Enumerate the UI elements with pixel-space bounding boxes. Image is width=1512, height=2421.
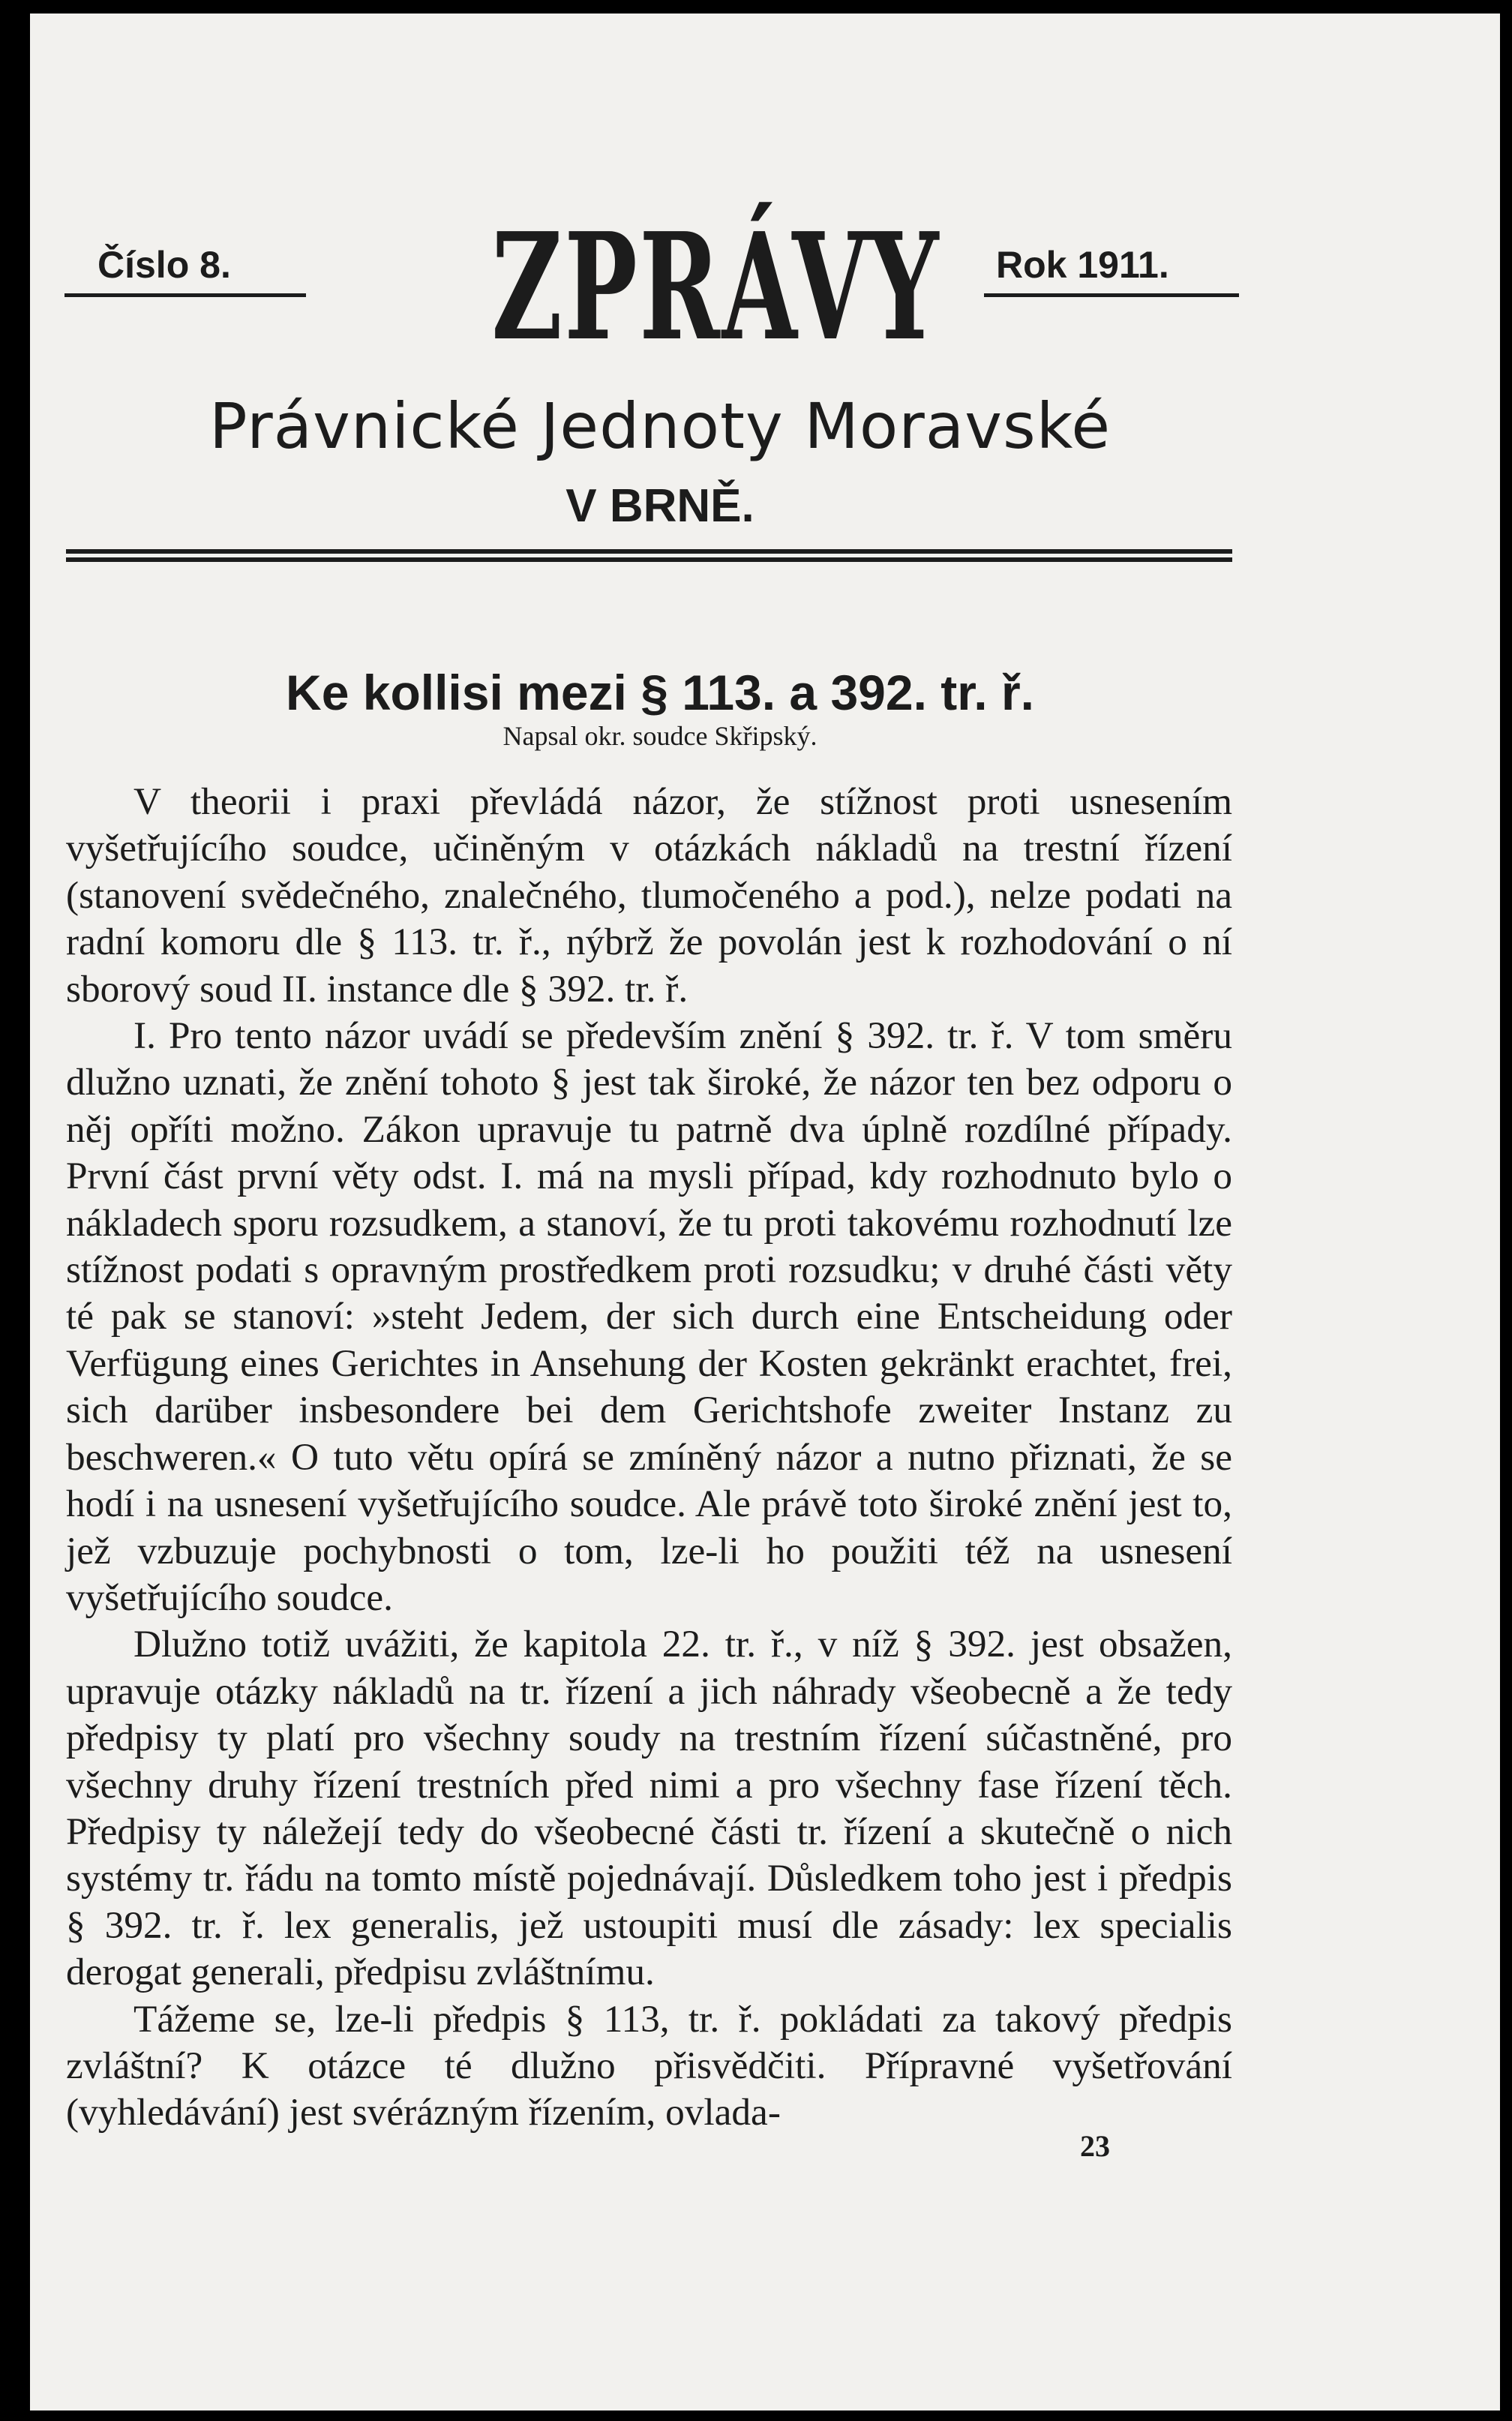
masthead-title: ZPRÁVY <box>491 201 941 374</box>
issue-number: Číslo 8. <box>98 244 231 286</box>
article-title: Ke kollisi mezi § 113. a 392. tr. ř. <box>286 665 1034 720</box>
year-underline <box>984 293 1239 297</box>
article-body <box>66 779 1232 2137</box>
paragraph: I. Pro tento názor uvádí se především znění § 392. tr. ř. V tom směru dlužno uznati, že znění tohoto § jest tak široké, že názor ten bez odporu o něj opříti možno. Zákon upravuje tu patrně dva úplně rozdílné případy. První část první věty odst. I. má na mysli případ, kdy rozhodnuto bylo o nákladech sporu rozsudkem, a stanoví, že tu proti takovému rozhodnutí lze stížnost podati s opravným prostředkem proti rozsudku; v druhé části věty té pak se stanoví: »steht Jedem, der sich durch eine Entscheidung oder Verfügung eines Gerichtes in Ansehung der Kosten gekränkt erachtet, frei, sich darüber insbesondere bei dem Gerichtshofe zweiter Instanz zu beschweren.« O tuto větu opírá se zmíněný názor a nutno přiznati, že se hodí i na usnesení vyšetřujícího soudce. Ale právě toto široké znění jest to, jež vzbuzuje pochybnosti o tom, lze-li ho použiti též na usnesení vyšetřujícího soudce. <box>66 1014 1232 1619</box>
page <box>30 14 1500 2410</box>
journal-subtitle: Právnické Jednoty Moravské <box>208 389 1112 463</box>
page-number: 23 <box>1080 2129 1110 2163</box>
journal-city: V BRNĚ. <box>566 480 754 532</box>
issue-underline <box>64 293 306 297</box>
double-rule-top <box>66 549 1232 554</box>
double-rule-bottom <box>66 557 1232 562</box>
paragraph: Dlužno totiž uvážiti, že kapitola 22. tr. ř., v níž § 392. jest obsažen, upravuje otázky nákladů na tr. řízení a jich náhrady všeobecně a že tedy předpisy ty platí pro všechny soudy na trestním řízení súčastněné, pro všechny druhy řízení trestních před nimi a pro všechny fase řízení těch. Předpisy ty náležejí tedy do všeobecné části tr. řízení a skutečně o nich systémy tr. řádu na tomto místě pojednávají. Důsledkem toho jest i předpis § 392. tr. ř. lex generalis, jež ustoupiti musí dle zásady: lex specialis derogat generali, předpisu zvláštnímu. <box>66 1623 1232 1994</box>
article-byline: Napsal okr. soudce Skřipský. <box>502 721 818 751</box>
paragraph: Tážeme se, lze-li předpis § 113, tr. ř. pokládati za takový předpis zvláštní? K otázce té dlužno přisvědčiti. Přípravné vyšetřování (vyhledávání) jest svérázným řízením, ovlada- <box>66 1997 1232 2134</box>
paragraph: V theorii i praxi převládá názor, že stížnost proti usnesením vyšetřujícího soudce, učiněným v otázkách nákladů na trestní řízení (stanovení svědečného, znalečného, tlumočeného a pod.), nelze podati na radní komoru dle § 113. tr. ř., nýbrž že povolán jest k rozhodování o ní sborový soud II. instance dle § 392. tr. ř. <box>66 780 1232 1011</box>
publication-year: Rok 1911. <box>996 244 1169 286</box>
